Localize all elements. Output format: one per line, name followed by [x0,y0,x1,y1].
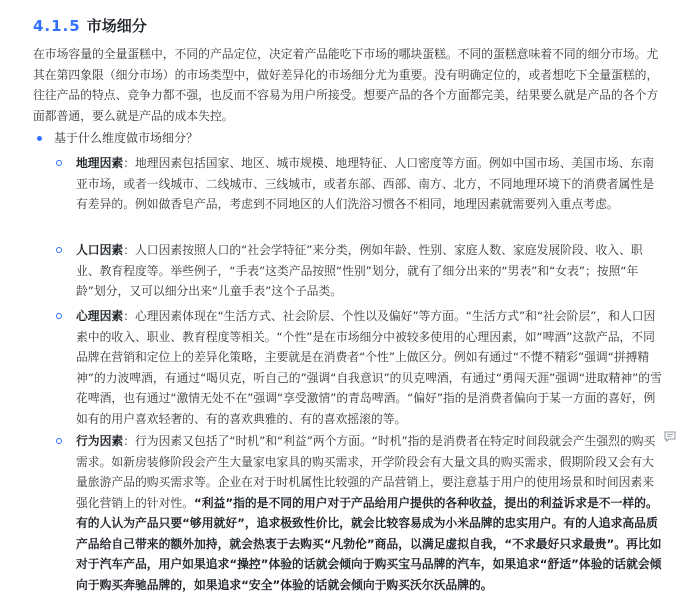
list-item-psychology [76,306,662,429]
bullet-ring [56,160,62,166]
bullet-ring [56,313,62,319]
item-text: ：心理因素体现在“生活方式、社会阶层、个性以及偏好”等方面。“生活方式”和“社会阶层”，和人口因素中的收入、职业、教育程度等相关。“个性”是在市场细分中被较多使用的心理因素，如“啤酒”这款产品，不同品牌在营销和定位上的差异化策略，主要就是在消费者“个性”上做区分。例如有通过“不憷不精彩”强调“拼搏精神”的力波啤酒，有通过“喝贝克，听自己的”强调“自我意识”的贝克啤酒，有通过“勇闯天涯”强调“进取精神”的雪花啤酒，也有通过“激情无处不在”强调“享受激情”的青岛啤酒。“偏好”指的是消费者偏向于某一方面的喜好，例如有的用户喜欢轻奢的、有的喜欢典雅的、有的喜欢摇滚的等。 [76,309,662,426]
bullet-ring [56,247,62,253]
comment-icon[interactable] [664,431,676,442]
list-item-demographics [76,240,662,302]
section-heading [33,16,147,36]
intro-paragraph [33,44,663,126]
item-text: ：地理因素包括国家、地区、城市规模、地理特征、人口密度等方面。例如中国市场、美国市场、东南亚市场，或者一线城市、二线城市、三线城市，或者东部、西部、南方、北方，不同地理环境下的消费者属性是有差异的。例如做香皂产品，考虑到不同地区的人们洗浴习惯各不相同，地理因素就需要列入重点考虑。 [76,156,655,211]
section-title: 市场细分 [86,17,147,35]
question-text: 基于什么维度做市场细分？ [54,131,199,145]
item-label: 心理因素 [76,309,124,323]
item-label: 地理因素 [76,156,124,170]
item-bold-text: “利益”指的是不同的用户对于产品给用户提供的各种收益，提出的利益诉求是不一样的。有的人认为产品只要“够用就好”，追求极致性价比，就会比较容易成为小米品牌的忠实用户。有的人追求高品质产品给自己带来的额外加持，就会热衷于去购买“凡勃伦”商品，以满足虚拟自我，“不求最好只求最贵”。再比如对于汽车产品，用户如果追求“操控”体验的话就会倾向于购买宝马品牌的汽车，如果追求“舒适”体验的话就会倾向于购买奔驰品牌的，如果追求“安全”体验的话就会倾向于购买沃尔沃品牌的。 [76,495,662,592]
bullet-dot [37,136,42,141]
item-label: 行为因素 [76,434,124,448]
section-number: 4.1.5 [33,17,81,35]
intro-text: 在市场容量的全量蛋糕中，不同的产品定位，决定着产品能吃下市场的哪块蛋糕。不同的蛋糕意味着不同的细分市场。尤其在第四象限（细分市场）的市场类型中，做好差异化的市场细分尤为重要。没有明确定位的，或者想吃下全量蛋糕的，往往产品的特点、竞争力都不强，也反而不容易为用户所接受。想要产品的各个方面都完美，结果要么就是产品的各个方面都普通，要么就是产品的成本失控。 [33,47,659,123]
list-item-behavior [76,431,662,595]
item-text: ：行为因素又包括了“时机”和“利益”两个方面。“时机”指的是消费者在特定时间段就会产生强烈的购买需求。如新房装修阶段会产生大量家电家具的购买需求，开学阶段会有大量文具的购买需求，假期阶段又会有大量旅游产品的购买需求等。企业在对于时机属性比较强的产品营销上，要注意基于用户的使用场景和时间因素来强化营销上的针对性。 [76,434,656,510]
item-text: ：人口因素按照人口的“社会学特征”来分类，例如年龄、性别、家庭人数、家庭发展阶段、收入、职业、教育程度等。举些例子，“手表”这类产品按照“性别”划分，就有了细分出来的“男表”和“女表”；按照“年龄”划分，又可以细分出来“儿童手表”这个子品类。 [76,243,643,298]
list-item-geography [76,153,662,215]
item-label: 人口因素 [76,243,124,257]
bullet-ring [56,438,62,444]
